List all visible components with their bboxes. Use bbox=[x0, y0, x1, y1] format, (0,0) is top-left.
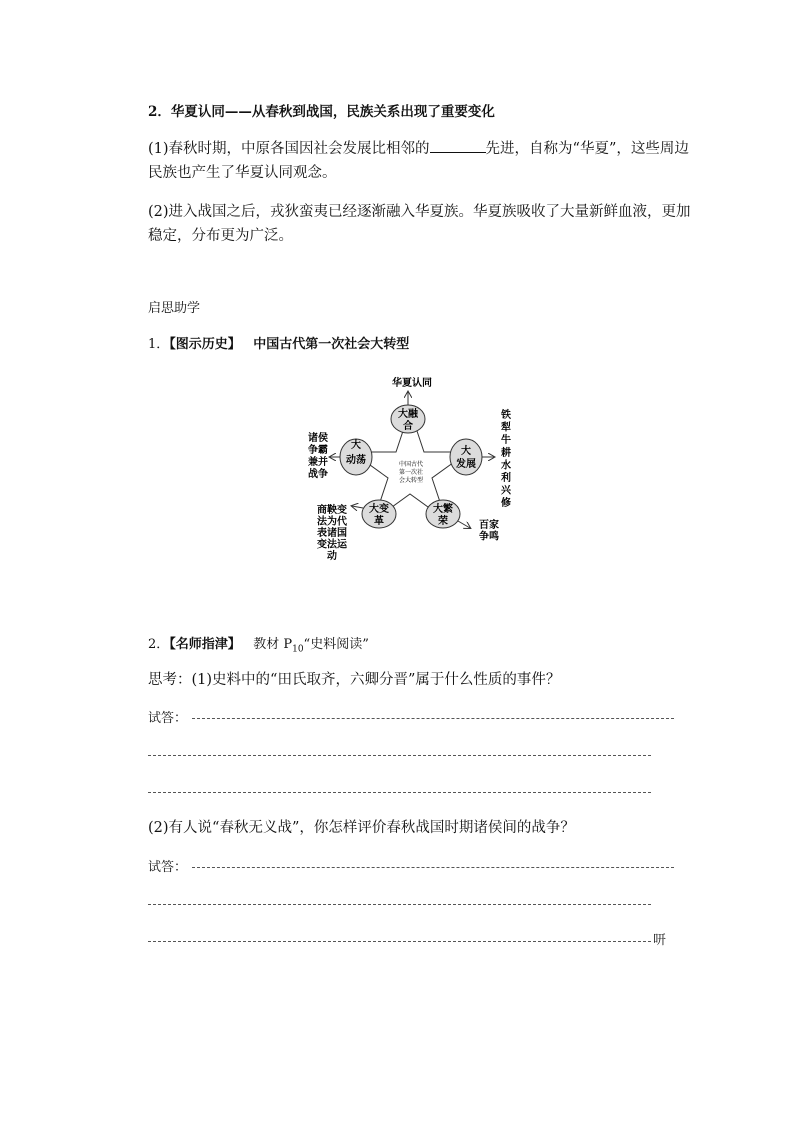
right-label-line-0: 铁 bbox=[501, 410, 511, 421]
left-label-line-3: 战争 bbox=[308, 469, 328, 480]
bl-label-line-1: 法为代 bbox=[317, 516, 347, 528]
left-label-line-0: 诸侯 bbox=[308, 433, 328, 444]
right-label-line-1: 犁 bbox=[501, 422, 511, 434]
right-label-line-7: 修 bbox=[501, 498, 511, 510]
arrow-bottom-left bbox=[352, 506, 363, 508]
fill-blank[interactable] bbox=[430, 138, 486, 153]
node-right-line1: 大 bbox=[461, 446, 471, 457]
social-transformation-diagram bbox=[290, 368, 530, 568]
paragraph-2-line-1: (2)进入战国之后，戎狄蛮夷已经逐渐融入华夏族。华夏族吸收了大量新鲜血液，更加 bbox=[148, 204, 691, 220]
left-label-line-1: 争霸 bbox=[308, 445, 328, 456]
node-top-line2: 合 bbox=[403, 421, 413, 432]
label-right bbox=[500, 408, 512, 509]
br-label-line-0: 百家 bbox=[479, 520, 499, 531]
question-2: (2)有人说“春秋无义战”，你怎样评价春秋战国时期诸侯间的战争？ bbox=[148, 820, 575, 836]
item-1-title: 中国古代第一次社会大转型 bbox=[253, 337, 410, 352]
paragraph-1-text-b: 先进，自称为“华夏”，这些周边 bbox=[485, 141, 689, 157]
node-bottom-left-line2: 革 bbox=[374, 516, 384, 527]
section-title: 2．华夏认同——从春秋到战国，民族关系出现了重要变化 bbox=[148, 104, 495, 120]
paragraph-1-text-a: (1)春秋时期，中原各国因社会发展比相邻的 bbox=[148, 141, 430, 157]
right-label-line-2: 牛 bbox=[501, 435, 511, 447]
right-label-line-4: 水 bbox=[501, 460, 511, 472]
node-bottom-right-line1: 大繁 bbox=[433, 504, 453, 515]
item-1-heading bbox=[148, 333, 409, 352]
label-bottom-right bbox=[479, 518, 499, 543]
item-1-tag: 【图示历史】 bbox=[169, 337, 241, 352]
node-left-line1: 大 bbox=[351, 440, 361, 451]
answer-line-1c[interactable] bbox=[148, 792, 651, 793]
item-2-text-b: “史料阅读” bbox=[303, 637, 369, 652]
question-1: 思考：(1)史料中的“田氏取齐，六卿分晋”属于什么性质的事件？ bbox=[148, 672, 561, 688]
center-label-3: 会大转型 bbox=[398, 477, 424, 484]
item-2-heading bbox=[148, 633, 369, 655]
bl-label-line-4: 动 bbox=[327, 551, 337, 562]
left-label-line-2: 兼并 bbox=[308, 457, 328, 468]
item-2-page-sub: 10 bbox=[292, 644, 304, 655]
paragraph-2-line-2: 稳定，分布更为广泛。 bbox=[148, 228, 293, 244]
node-left-line2: 动荡 bbox=[346, 455, 366, 466]
center-label-2: 第一次社 bbox=[398, 469, 424, 476]
paragraph-1-line-1 bbox=[148, 137, 689, 158]
qisi-heading: 启思助学 bbox=[148, 301, 201, 316]
bl-label-line-0: 商鞅变 bbox=[317, 505, 347, 516]
answer-line-2c[interactable] bbox=[148, 941, 651, 942]
node-bottom-left-line1: 大变 bbox=[369, 504, 389, 515]
label-bottom-left bbox=[317, 503, 348, 562]
bl-label-line-3: 变法运 bbox=[317, 539, 347, 551]
right-label-line-3: 耕 bbox=[501, 447, 511, 459]
answer-line-2a[interactable] bbox=[192, 867, 674, 868]
answer-label-1: 试答： bbox=[148, 711, 188, 726]
right-label-line-6: 兴 bbox=[501, 485, 511, 497]
br-label-line-1: 争鸣 bbox=[479, 531, 499, 543]
item-2-text-a: 教材 P bbox=[253, 637, 293, 652]
label-left bbox=[308, 431, 328, 480]
answer-line-1b[interactable] bbox=[148, 755, 651, 756]
bl-label-line-2: 表诸国 bbox=[317, 528, 347, 539]
right-label-line-5: 利 bbox=[501, 473, 511, 484]
label-top: 华夏认同 bbox=[392, 378, 432, 389]
answer-label-2: 试答： bbox=[148, 860, 188, 875]
node-top-line1: 大融 bbox=[398, 409, 418, 420]
item-2-tag: 【名师指津】 bbox=[169, 637, 241, 652]
item-1-prefix: 1． bbox=[148, 337, 170, 352]
answer-line-1a[interactable] bbox=[192, 718, 674, 719]
paragraph-1-line-2: 民族也产生了华夏认同观念。 bbox=[148, 165, 337, 181]
tail-char: 咞 bbox=[653, 933, 667, 948]
item-2-prefix: 2． bbox=[148, 637, 170, 652]
center-label-1: 中国古代 bbox=[398, 461, 424, 468]
answer-line-2b[interactable] bbox=[148, 904, 651, 905]
arrow-bottom-right bbox=[458, 521, 470, 528]
node-right-line2: 发展 bbox=[456, 459, 476, 470]
node-bottom-right-line2: 荣 bbox=[438, 516, 448, 527]
